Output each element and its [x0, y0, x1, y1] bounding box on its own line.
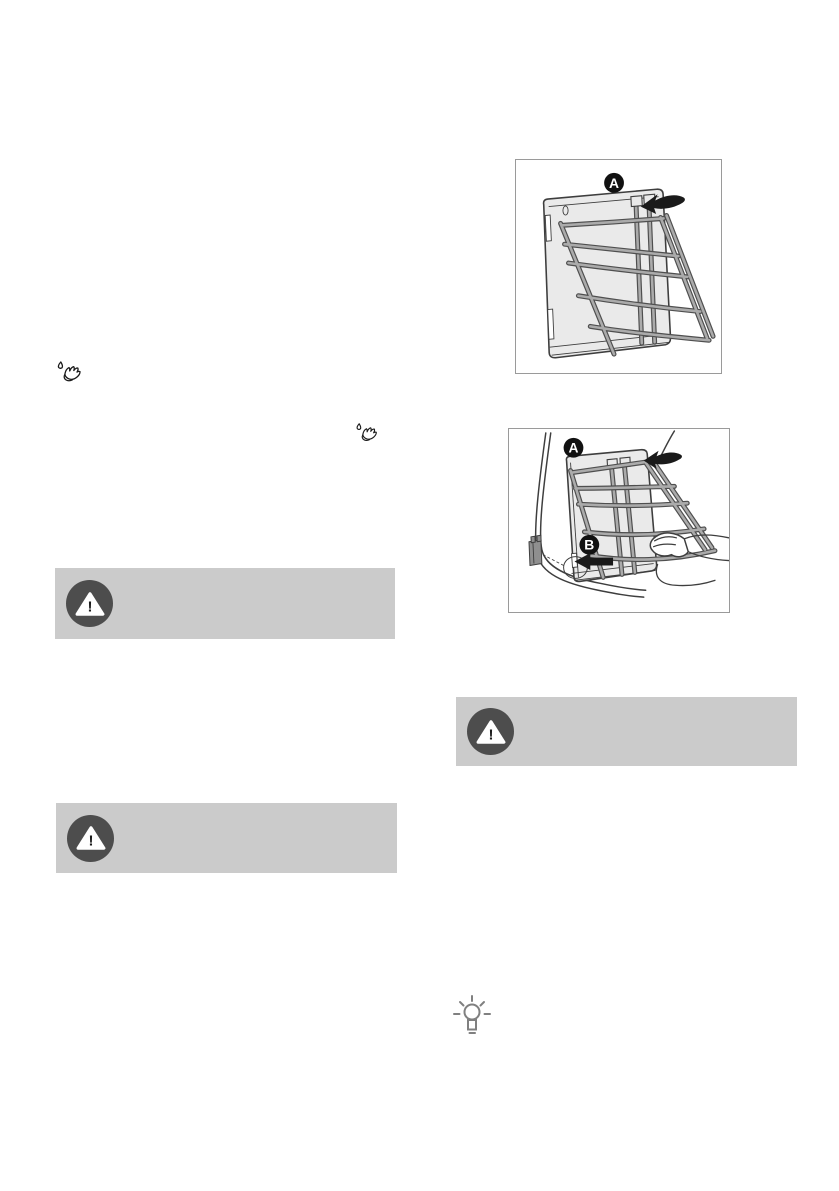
figure-door-rack-step1 — [515, 159, 722, 374]
droplet-shape — [357, 424, 361, 430]
figure-door-rack-step2 — [508, 428, 730, 613]
label-badge-b — [579, 535, 599, 555]
svg-text:!: ! — [488, 726, 493, 743]
svg-text:B: B — [584, 536, 595, 553]
warning-box — [56, 803, 397, 873]
bulb-glass — [465, 1005, 480, 1020]
warning-box — [55, 568, 395, 639]
warning-icon — [467, 708, 514, 755]
warning-icon — [67, 815, 114, 862]
bulb-base — [468, 1020, 476, 1030]
hand-shape — [65, 367, 80, 380]
hand-shape — [363, 428, 376, 439]
lightbulb-tip-icon — [452, 995, 492, 1041]
svg-text:!: ! — [87, 598, 92, 615]
hinge-bracket-part — [529, 535, 566, 566]
wipe-hand-icon — [353, 422, 380, 446]
label-badge-a — [604, 173, 624, 193]
label-badge-a — [564, 438, 584, 458]
warning-box — [456, 697, 797, 766]
wipe-hand-icon — [54, 360, 84, 387]
droplet-shape — [58, 362, 62, 368]
svg-text:A: A — [609, 174, 620, 191]
svg-text:!: ! — [88, 832, 93, 850]
warning-icon — [66, 580, 113, 627]
svg-text:A: A — [568, 439, 579, 456]
